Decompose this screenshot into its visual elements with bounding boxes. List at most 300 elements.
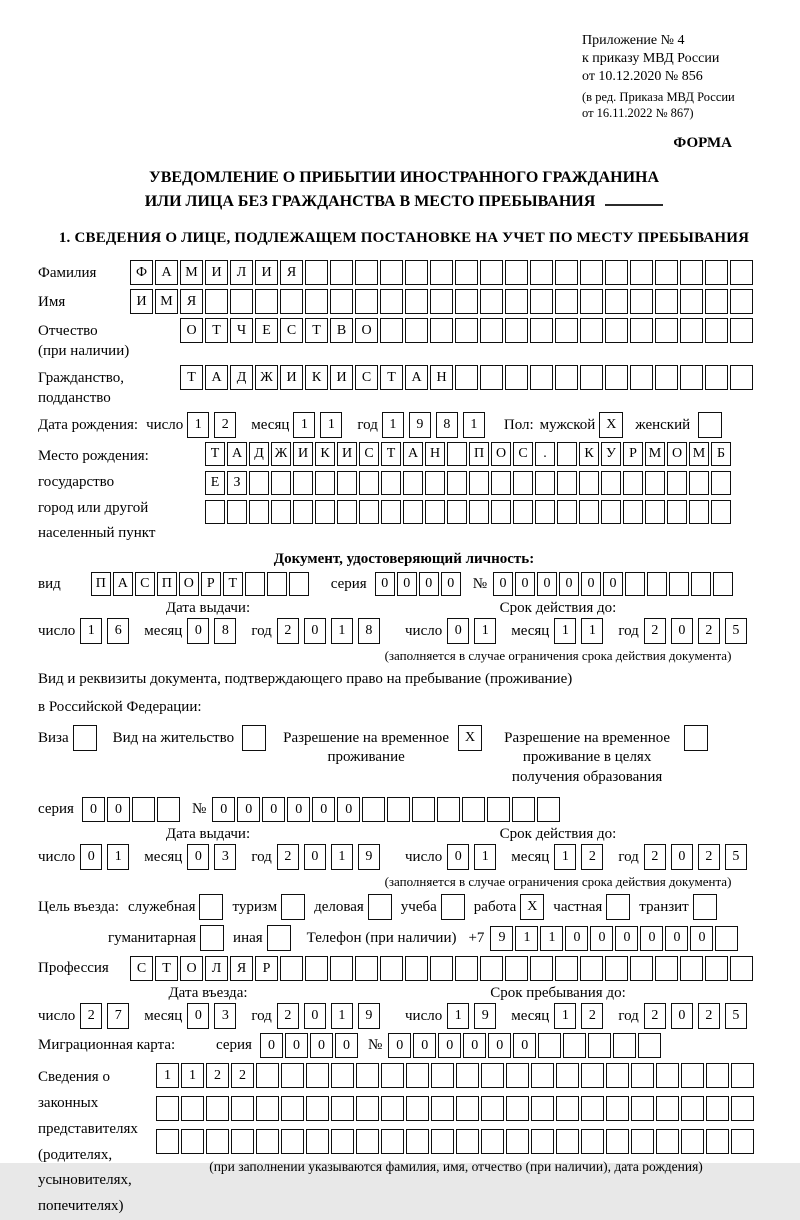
form-cell[interactable]	[437, 797, 460, 822]
form-cell[interactable]	[689, 471, 709, 495]
form-cell[interactable]	[199, 894, 223, 920]
form-cell[interactable]: А	[155, 260, 178, 285]
form-cell[interactable]	[730, 956, 753, 981]
form-cell[interactable]: М	[645, 442, 665, 466]
form-cell[interactable]	[359, 500, 379, 524]
form-cell[interactable]	[491, 471, 511, 495]
form-cell[interactable]: 0	[82, 797, 105, 822]
form-cell[interactable]	[731, 1096, 754, 1121]
form-cell[interactable]: Я	[280, 260, 303, 285]
form-cell[interactable]: 2	[644, 844, 666, 870]
form-cell[interactable]	[705, 365, 728, 390]
form-cell[interactable]	[281, 1096, 304, 1121]
form-cell[interactable]: 0	[665, 926, 688, 951]
form-cell[interactable]	[680, 260, 703, 285]
form-cell[interactable]	[381, 1063, 404, 1088]
form-cell[interactable]	[655, 365, 678, 390]
form-cell[interactable]: 0	[640, 926, 663, 951]
form-cell[interactable]: О	[179, 572, 199, 596]
form-cell[interactable]: 3	[214, 1003, 236, 1029]
form-cell[interactable]: З	[227, 471, 247, 495]
form-cell[interactable]	[531, 1063, 554, 1088]
form-cell[interactable]	[556, 1096, 579, 1121]
form-cell[interactable]: 0	[447, 618, 469, 644]
form-cell[interactable]	[206, 1129, 229, 1154]
form-cell[interactable]	[481, 1129, 504, 1154]
form-cell[interactable]	[538, 1033, 561, 1058]
form-cell[interactable]	[331, 1096, 354, 1121]
form-cell[interactable]: 2	[231, 1063, 254, 1088]
form-cell[interactable]	[505, 260, 528, 285]
form-cell[interactable]: И	[205, 260, 228, 285]
form-cell[interactable]	[713, 572, 733, 596]
form-cell[interactable]: 2	[277, 1003, 299, 1029]
form-cell[interactable]	[630, 956, 653, 981]
form-cell[interactable]	[680, 289, 703, 314]
form-cell[interactable]	[555, 318, 578, 343]
form-cell[interactable]	[280, 956, 303, 981]
form-cell[interactable]	[730, 318, 753, 343]
form-cell[interactable]	[447, 471, 467, 495]
form-cell[interactable]	[315, 471, 335, 495]
form-cell[interactable]: 0	[559, 572, 579, 596]
form-cell[interactable]	[330, 956, 353, 981]
form-cell[interactable]	[669, 572, 689, 596]
form-cell[interactable]	[231, 1129, 254, 1154]
form-cell[interactable]	[380, 289, 403, 314]
form-cell[interactable]: 0	[493, 572, 513, 596]
form-cell[interactable]	[355, 260, 378, 285]
form-cell[interactable]	[680, 365, 703, 390]
form-cell[interactable]: 1	[463, 412, 485, 438]
form-cell[interactable]: 3	[214, 844, 236, 870]
form-cell[interactable]	[305, 260, 328, 285]
form-cell[interactable]: 2	[698, 618, 720, 644]
form-cell[interactable]: 1	[554, 1003, 576, 1029]
form-cell[interactable]	[249, 471, 269, 495]
form-cell[interactable]: 0	[388, 1033, 411, 1058]
form-cell[interactable]	[206, 1096, 229, 1121]
form-cell[interactable]	[405, 260, 428, 285]
form-cell[interactable]: Д	[230, 365, 253, 390]
form-cell[interactable]	[431, 1129, 454, 1154]
form-cell[interactable]	[506, 1063, 529, 1088]
form-cell[interactable]	[181, 1129, 204, 1154]
form-cell[interactable]	[506, 1096, 529, 1121]
form-cell[interactable]	[368, 894, 392, 920]
form-cell[interactable]	[293, 471, 313, 495]
form-cell[interactable]	[469, 500, 489, 524]
form-cell[interactable]: 1	[181, 1063, 204, 1088]
form-cell[interactable]	[630, 260, 653, 285]
form-cell[interactable]	[631, 1096, 654, 1121]
form-cell[interactable]: 0	[513, 1033, 536, 1058]
form-cell[interactable]: 2	[644, 618, 666, 644]
form-cell[interactable]: О	[180, 318, 203, 343]
form-cell[interactable]	[306, 1129, 329, 1154]
form-cell[interactable]	[557, 442, 577, 466]
form-cell[interactable]: 1	[331, 618, 353, 644]
form-cell[interactable]: 0	[107, 797, 130, 822]
form-cell[interactable]	[430, 318, 453, 343]
form-cell[interactable]	[698, 412, 722, 438]
form-cell[interactable]	[580, 318, 603, 343]
form-cell[interactable]: П	[157, 572, 177, 596]
form-cell[interactable]: 0	[212, 797, 235, 822]
form-cell[interactable]: 6	[107, 618, 129, 644]
form-cell[interactable]	[535, 500, 555, 524]
form-cell[interactable]: А	[405, 365, 428, 390]
form-cell[interactable]	[381, 1129, 404, 1154]
form-cell[interactable]: 1	[447, 1003, 469, 1029]
form-cell[interactable]: О	[180, 956, 203, 981]
form-cell[interactable]	[638, 1033, 661, 1058]
form-cell[interactable]: Я	[230, 956, 253, 981]
form-cell[interactable]	[731, 1129, 754, 1154]
form-cell[interactable]: 0	[80, 844, 102, 870]
form-cell[interactable]	[271, 500, 291, 524]
form-cell[interactable]	[681, 1096, 704, 1121]
form-cell[interactable]	[506, 1129, 529, 1154]
form-cell[interactable]: 0	[438, 1033, 461, 1058]
form-cell[interactable]	[557, 471, 577, 495]
form-cell[interactable]: Ч	[230, 318, 253, 343]
form-cell[interactable]	[281, 1129, 304, 1154]
form-cell[interactable]: И	[330, 365, 353, 390]
form-cell[interactable]: 1	[320, 412, 342, 438]
form-cell[interactable]: М	[155, 289, 178, 314]
form-cell[interactable]: Д	[249, 442, 269, 466]
form-cell[interactable]	[530, 318, 553, 343]
form-cell[interactable]	[256, 1129, 279, 1154]
form-cell[interactable]	[330, 260, 353, 285]
form-cell[interactable]: 0	[312, 797, 335, 822]
form-cell[interactable]	[631, 1063, 654, 1088]
form-cell[interactable]	[645, 500, 665, 524]
form-cell[interactable]: П	[469, 442, 489, 466]
form-cell[interactable]	[455, 956, 478, 981]
form-cell[interactable]: 8	[214, 618, 236, 644]
form-cell[interactable]	[469, 471, 489, 495]
form-cell[interactable]	[441, 894, 465, 920]
form-cell[interactable]	[405, 956, 428, 981]
form-cell[interactable]: 7	[107, 1003, 129, 1029]
form-cell[interactable]: 9	[409, 412, 431, 438]
form-cell[interactable]: 2	[277, 844, 299, 870]
form-cell[interactable]: 2	[581, 1003, 603, 1029]
form-cell[interactable]: 0	[671, 1003, 693, 1029]
form-cell[interactable]: 0	[310, 1033, 333, 1058]
form-cell[interactable]	[706, 1063, 729, 1088]
form-cell[interactable]: М	[689, 442, 709, 466]
form-cell[interactable]	[359, 471, 379, 495]
form-cell[interactable]	[588, 1033, 611, 1058]
form-cell[interactable]	[557, 500, 577, 524]
form-cell[interactable]	[630, 289, 653, 314]
form-cell[interactable]	[513, 500, 533, 524]
form-cell[interactable]	[623, 500, 643, 524]
form-cell[interactable]	[605, 365, 628, 390]
form-cell[interactable]: Б	[711, 442, 731, 466]
form-cell[interactable]	[555, 289, 578, 314]
form-cell[interactable]	[505, 289, 528, 314]
form-cell[interactable]	[480, 289, 503, 314]
form-cell[interactable]: И	[255, 260, 278, 285]
form-cell[interactable]	[405, 318, 428, 343]
form-cell[interactable]	[487, 797, 510, 822]
form-cell[interactable]: У	[601, 442, 621, 466]
form-cell[interactable]: 0	[488, 1033, 511, 1058]
form-cell[interactable]: 2	[80, 1003, 102, 1029]
form-cell[interactable]: И	[130, 289, 153, 314]
form-cell[interactable]: Н	[425, 442, 445, 466]
form-cell[interactable]: 0	[463, 1033, 486, 1058]
form-cell[interactable]	[706, 1129, 729, 1154]
form-cell[interactable]	[447, 442, 467, 466]
form-cell[interactable]	[530, 289, 553, 314]
form-cell[interactable]	[387, 797, 410, 822]
form-cell[interactable]: X	[458, 725, 482, 751]
form-cell[interactable]	[711, 500, 731, 524]
form-cell[interactable]	[380, 318, 403, 343]
form-cell[interactable]	[481, 1096, 504, 1121]
form-cell[interactable]	[580, 365, 603, 390]
form-cell[interactable]	[403, 500, 423, 524]
form-cell[interactable]: 2	[698, 1003, 720, 1029]
form-cell[interactable]	[156, 1096, 179, 1121]
form-cell[interactable]	[581, 1063, 604, 1088]
form-cell[interactable]: 0	[187, 1003, 209, 1029]
form-cell[interactable]	[680, 956, 703, 981]
form-cell[interactable]	[656, 1129, 679, 1154]
form-cell[interactable]: 8	[436, 412, 458, 438]
form-cell[interactable]: 9	[490, 926, 513, 951]
form-cell[interactable]: 0	[615, 926, 638, 951]
form-cell[interactable]: 0	[515, 572, 535, 596]
form-cell[interactable]	[715, 926, 738, 951]
form-cell[interactable]	[425, 471, 445, 495]
form-cell[interactable]	[705, 318, 728, 343]
form-cell[interactable]: П	[91, 572, 111, 596]
form-cell[interactable]	[330, 289, 353, 314]
form-cell[interactable]: Р	[201, 572, 221, 596]
form-cell[interactable]	[623, 471, 643, 495]
form-cell[interactable]	[580, 289, 603, 314]
form-cell[interactable]	[281, 1063, 304, 1088]
form-cell[interactable]	[625, 572, 645, 596]
form-cell[interactable]	[581, 1129, 604, 1154]
form-cell[interactable]	[430, 260, 453, 285]
form-cell[interactable]	[431, 1096, 454, 1121]
form-cell[interactable]: 0	[419, 572, 439, 596]
form-cell[interactable]	[205, 289, 228, 314]
form-cell[interactable]: 0	[581, 572, 601, 596]
form-cell[interactable]	[705, 260, 728, 285]
form-cell[interactable]	[430, 956, 453, 981]
form-cell[interactable]: Ж	[255, 365, 278, 390]
form-cell[interactable]	[231, 1096, 254, 1121]
form-cell[interactable]	[606, 1129, 629, 1154]
form-cell[interactable]	[730, 260, 753, 285]
form-cell[interactable]	[581, 1096, 604, 1121]
form-cell[interactable]: С	[280, 318, 303, 343]
form-cell[interactable]: Т	[155, 956, 178, 981]
form-cell[interactable]: 1	[581, 618, 603, 644]
form-cell[interactable]	[530, 956, 553, 981]
form-cell[interactable]: Ф	[130, 260, 153, 285]
form-cell[interactable]	[331, 1063, 354, 1088]
form-cell[interactable]	[200, 925, 224, 951]
form-cell[interactable]: Т	[305, 318, 328, 343]
form-cell[interactable]: И	[280, 365, 303, 390]
form-cell[interactable]: 0	[565, 926, 588, 951]
form-cell[interactable]	[456, 1063, 479, 1088]
form-cell[interactable]: 1	[80, 618, 102, 644]
form-cell[interactable]	[405, 289, 428, 314]
form-cell[interactable]	[380, 956, 403, 981]
form-cell[interactable]: 0	[285, 1033, 308, 1058]
form-cell[interactable]	[245, 572, 265, 596]
form-cell[interactable]	[181, 1096, 204, 1121]
form-cell[interactable]	[680, 318, 703, 343]
form-cell[interactable]	[563, 1033, 586, 1058]
form-cell[interactable]: 1	[331, 1003, 353, 1029]
form-cell[interactable]	[430, 289, 453, 314]
form-cell[interactable]	[684, 725, 708, 751]
form-cell[interactable]	[579, 471, 599, 495]
form-cell[interactable]	[535, 471, 555, 495]
form-cell[interactable]	[455, 289, 478, 314]
form-cell[interactable]	[381, 1096, 404, 1121]
form-cell[interactable]: О	[667, 442, 687, 466]
form-cell[interactable]	[403, 471, 423, 495]
form-cell[interactable]: 2	[698, 844, 720, 870]
form-cell[interactable]: 0	[447, 844, 469, 870]
form-cell[interactable]: 5	[725, 844, 747, 870]
form-cell[interactable]: 2	[277, 618, 299, 644]
form-cell[interactable]: 2	[581, 844, 603, 870]
form-cell[interactable]	[505, 956, 528, 981]
form-cell[interactable]	[337, 500, 357, 524]
form-cell[interactable]: 1	[382, 412, 404, 438]
form-cell[interactable]: И	[293, 442, 313, 466]
form-cell[interactable]	[315, 500, 335, 524]
form-cell[interactable]: 0	[187, 844, 209, 870]
form-cell[interactable]: 1	[156, 1063, 179, 1088]
form-cell[interactable]	[355, 289, 378, 314]
form-cell[interactable]	[630, 365, 653, 390]
form-cell[interactable]: 0	[335, 1033, 358, 1058]
form-cell[interactable]	[267, 925, 291, 951]
form-cell[interactable]	[447, 500, 467, 524]
form-cell[interactable]	[480, 365, 503, 390]
form-cell[interactable]	[555, 365, 578, 390]
form-cell[interactable]	[491, 500, 511, 524]
form-cell[interactable]	[406, 1129, 429, 1154]
form-cell[interactable]	[505, 365, 528, 390]
form-cell[interactable]: 9	[358, 1003, 380, 1029]
form-cell[interactable]	[580, 956, 603, 981]
form-cell[interactable]	[356, 1096, 379, 1121]
form-cell[interactable]	[647, 572, 667, 596]
form-cell[interactable]	[689, 500, 709, 524]
form-cell[interactable]: 0	[304, 1003, 326, 1029]
form-cell[interactable]	[305, 956, 328, 981]
form-cell[interactable]: С	[359, 442, 379, 466]
form-cell[interactable]	[555, 956, 578, 981]
form-cell[interactable]	[667, 500, 687, 524]
form-cell[interactable]	[606, 1063, 629, 1088]
form-cell[interactable]: Р	[255, 956, 278, 981]
form-cell[interactable]: X	[599, 412, 623, 438]
form-cell[interactable]	[455, 260, 478, 285]
form-cell[interactable]: Ж	[271, 442, 291, 466]
form-cell[interactable]	[667, 471, 687, 495]
form-cell[interactable]	[655, 956, 678, 981]
form-cell[interactable]: К	[579, 442, 599, 466]
form-cell[interactable]	[132, 797, 155, 822]
form-cell[interactable]	[462, 797, 485, 822]
form-cell[interactable]	[531, 1096, 554, 1121]
form-cell[interactable]: 2	[214, 412, 236, 438]
form-cell[interactable]	[381, 500, 401, 524]
form-cell[interactable]	[601, 500, 621, 524]
form-cell[interactable]	[655, 260, 678, 285]
form-cell[interactable]	[406, 1063, 429, 1088]
form-cell[interactable]	[556, 1063, 579, 1088]
form-cell[interactable]	[73, 725, 97, 751]
form-cell[interactable]: 0	[671, 844, 693, 870]
form-cell[interactable]: 0	[262, 797, 285, 822]
form-cell[interactable]	[331, 1129, 354, 1154]
form-cell[interactable]	[630, 318, 653, 343]
form-cell[interactable]: А	[113, 572, 133, 596]
form-cell[interactable]: О	[491, 442, 511, 466]
form-cell[interactable]	[705, 289, 728, 314]
form-cell[interactable]	[531, 1129, 554, 1154]
form-cell[interactable]: 9	[358, 844, 380, 870]
form-cell[interactable]: 0	[441, 572, 461, 596]
form-cell[interactable]	[267, 572, 287, 596]
form-cell[interactable]	[731, 1063, 754, 1088]
form-cell[interactable]	[655, 318, 678, 343]
form-cell[interactable]: 0	[375, 572, 395, 596]
form-cell[interactable]: 0	[603, 572, 623, 596]
form-cell[interactable]	[481, 1063, 504, 1088]
form-cell[interactable]	[271, 471, 291, 495]
form-cell[interactable]: 0	[304, 618, 326, 644]
form-cell[interactable]: М	[180, 260, 203, 285]
form-cell[interactable]: 0	[337, 797, 360, 822]
form-cell[interactable]	[711, 471, 731, 495]
form-cell[interactable]	[505, 318, 528, 343]
form-cell[interactable]	[691, 572, 711, 596]
form-cell[interactable]: Т	[223, 572, 243, 596]
form-cell[interactable]	[380, 260, 403, 285]
form-cell[interactable]: И	[337, 442, 357, 466]
form-cell[interactable]: 9	[474, 1003, 496, 1029]
form-cell[interactable]: Е	[205, 471, 225, 495]
form-cell[interactable]	[455, 365, 478, 390]
form-cell[interactable]	[156, 1129, 179, 1154]
form-cell[interactable]: 0	[537, 572, 557, 596]
form-cell[interactable]	[289, 572, 309, 596]
form-cell[interactable]: 1	[107, 844, 129, 870]
form-cell[interactable]: Е	[255, 318, 278, 343]
form-cell[interactable]	[605, 956, 628, 981]
form-cell[interactable]	[337, 471, 357, 495]
form-cell[interactable]: 0	[287, 797, 310, 822]
